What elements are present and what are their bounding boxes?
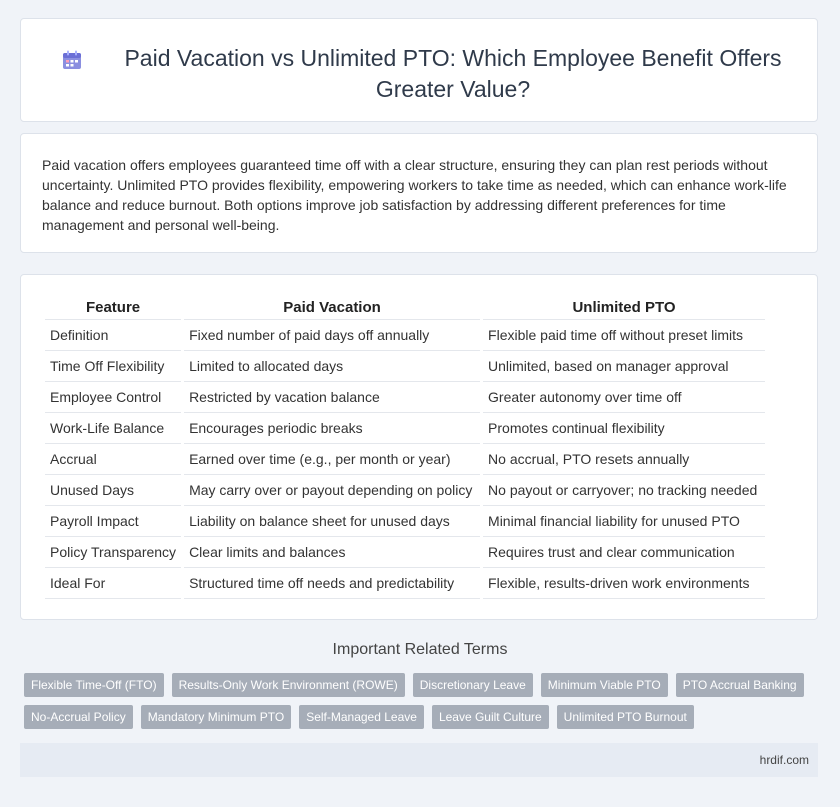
feature-cell: Employee Control: [45, 382, 181, 413]
paid-vacation-cell: Liability on balance sheet for unused days: [184, 506, 480, 537]
unlimited-pto-cell: Minimal financial liability for unused PTO: [483, 506, 765, 537]
unlimited-pto-cell: Greater autonomy over time off: [483, 382, 765, 413]
related-term-tag[interactable]: Discretionary Leave: [413, 673, 533, 697]
paid-vacation-cell: Structured time off needs and predictability: [184, 568, 480, 599]
table-row: [45, 413, 765, 444]
unlimited-pto-cell: Flexible paid time off without preset limits: [483, 320, 765, 351]
paid-vacation-cell: Limited to allocated days: [184, 351, 480, 382]
table-row: [45, 320, 765, 351]
title-card: [20, 18, 818, 122]
related-term-tag[interactable]: PTO Accrual Banking: [676, 673, 804, 697]
related-term-tag[interactable]: Flexible Time-Off (FTO): [24, 673, 164, 697]
feature-cell: Ideal For: [45, 568, 181, 599]
unlimited-pto-cell: No accrual, PTO resets annually: [483, 444, 765, 475]
unlimited-pto-cell: Requires trust and clear communication: [483, 537, 765, 568]
footer-site-link[interactable]: hrdif.com: [759, 753, 809, 767]
unlimited-pto-cell: Unlimited, based on manager approval: [483, 351, 765, 382]
header-feature: Feature: [45, 295, 181, 320]
paid-vacation-cell: May carry over or payout depending on policy: [184, 475, 480, 506]
feature-cell: Policy Transparency: [45, 537, 181, 568]
unlimited-pto-cell: Promotes continual flexibility: [483, 413, 765, 444]
feature-cell: Accrual: [45, 444, 181, 475]
paid-vacation-cell: Fixed number of paid days off annually: [184, 320, 480, 351]
table-row: [45, 506, 765, 537]
table-row: [45, 382, 765, 413]
related-term-tag[interactable]: No-Accrual Policy: [24, 705, 133, 729]
paid-vacation-cell: Restricted by vacation balance: [184, 382, 480, 413]
footer: [20, 743, 818, 777]
intro-paragraph: Paid vacation offers employees guaranteed time off with a clear structure, ensuring they can plan rest periods without uncertainty. Unlimited PTO provides flexibility, empowering workers to take time as needed, which can enhance work-life balance and reduce burnout. Both options improve job satisfaction by addressing different preferences for time management and personal well-being.: [42, 157, 787, 233]
feature-cell: Definition: [45, 320, 181, 351]
related-terms-heading: Important Related Terms: [332, 641, 508, 658]
table-row: [45, 475, 765, 506]
table-row: [45, 537, 765, 568]
related-term-tag[interactable]: Leave Guilt Culture: [432, 705, 549, 729]
header-paid-vacation: Paid Vacation: [184, 295, 480, 320]
header-unlimited-pto: Unlimited PTO: [483, 295, 765, 320]
unlimited-pto-cell: No payout or carryover; no tracking needed: [483, 475, 765, 506]
page-title: Paid Vacation vs Unlimited PTO: Which Employee Benefit Offers Greater Value?: [124, 45, 782, 102]
table-row: [45, 444, 765, 475]
unlimited-pto-cell: Flexible, results-driven work environments: [483, 568, 765, 599]
intro-card: [20, 133, 818, 253]
table-row: [45, 568, 765, 599]
related-term-tag[interactable]: Self-Managed Leave: [299, 705, 424, 729]
feature-cell: Time Off Flexibility: [45, 351, 181, 382]
comparison-card: [20, 274, 818, 620]
related-term-tag[interactable]: Unlimited PTO Burnout: [557, 705, 694, 729]
feature-cell: Payroll Impact: [45, 506, 181, 537]
related-term-tag[interactable]: Results-Only Work Environment (ROWE): [172, 673, 405, 697]
feature-cell: Unused Days: [45, 475, 181, 506]
comparison-table: [42, 295, 768, 599]
paid-vacation-cell: Clear limits and balances: [184, 537, 480, 568]
table-row: [45, 351, 765, 382]
table-header-row: [45, 295, 765, 320]
related-term-tag[interactable]: Minimum Viable PTO: [541, 673, 668, 697]
feature-cell: Work-Life Balance: [45, 413, 181, 444]
paid-vacation-cell: Encourages periodic breaks: [184, 413, 480, 444]
paid-vacation-cell: Earned over time (e.g., per month or year): [184, 444, 480, 475]
related-terms-list: [24, 673, 804, 729]
related-term-tag[interactable]: Mandatory Minimum PTO: [141, 705, 291, 729]
